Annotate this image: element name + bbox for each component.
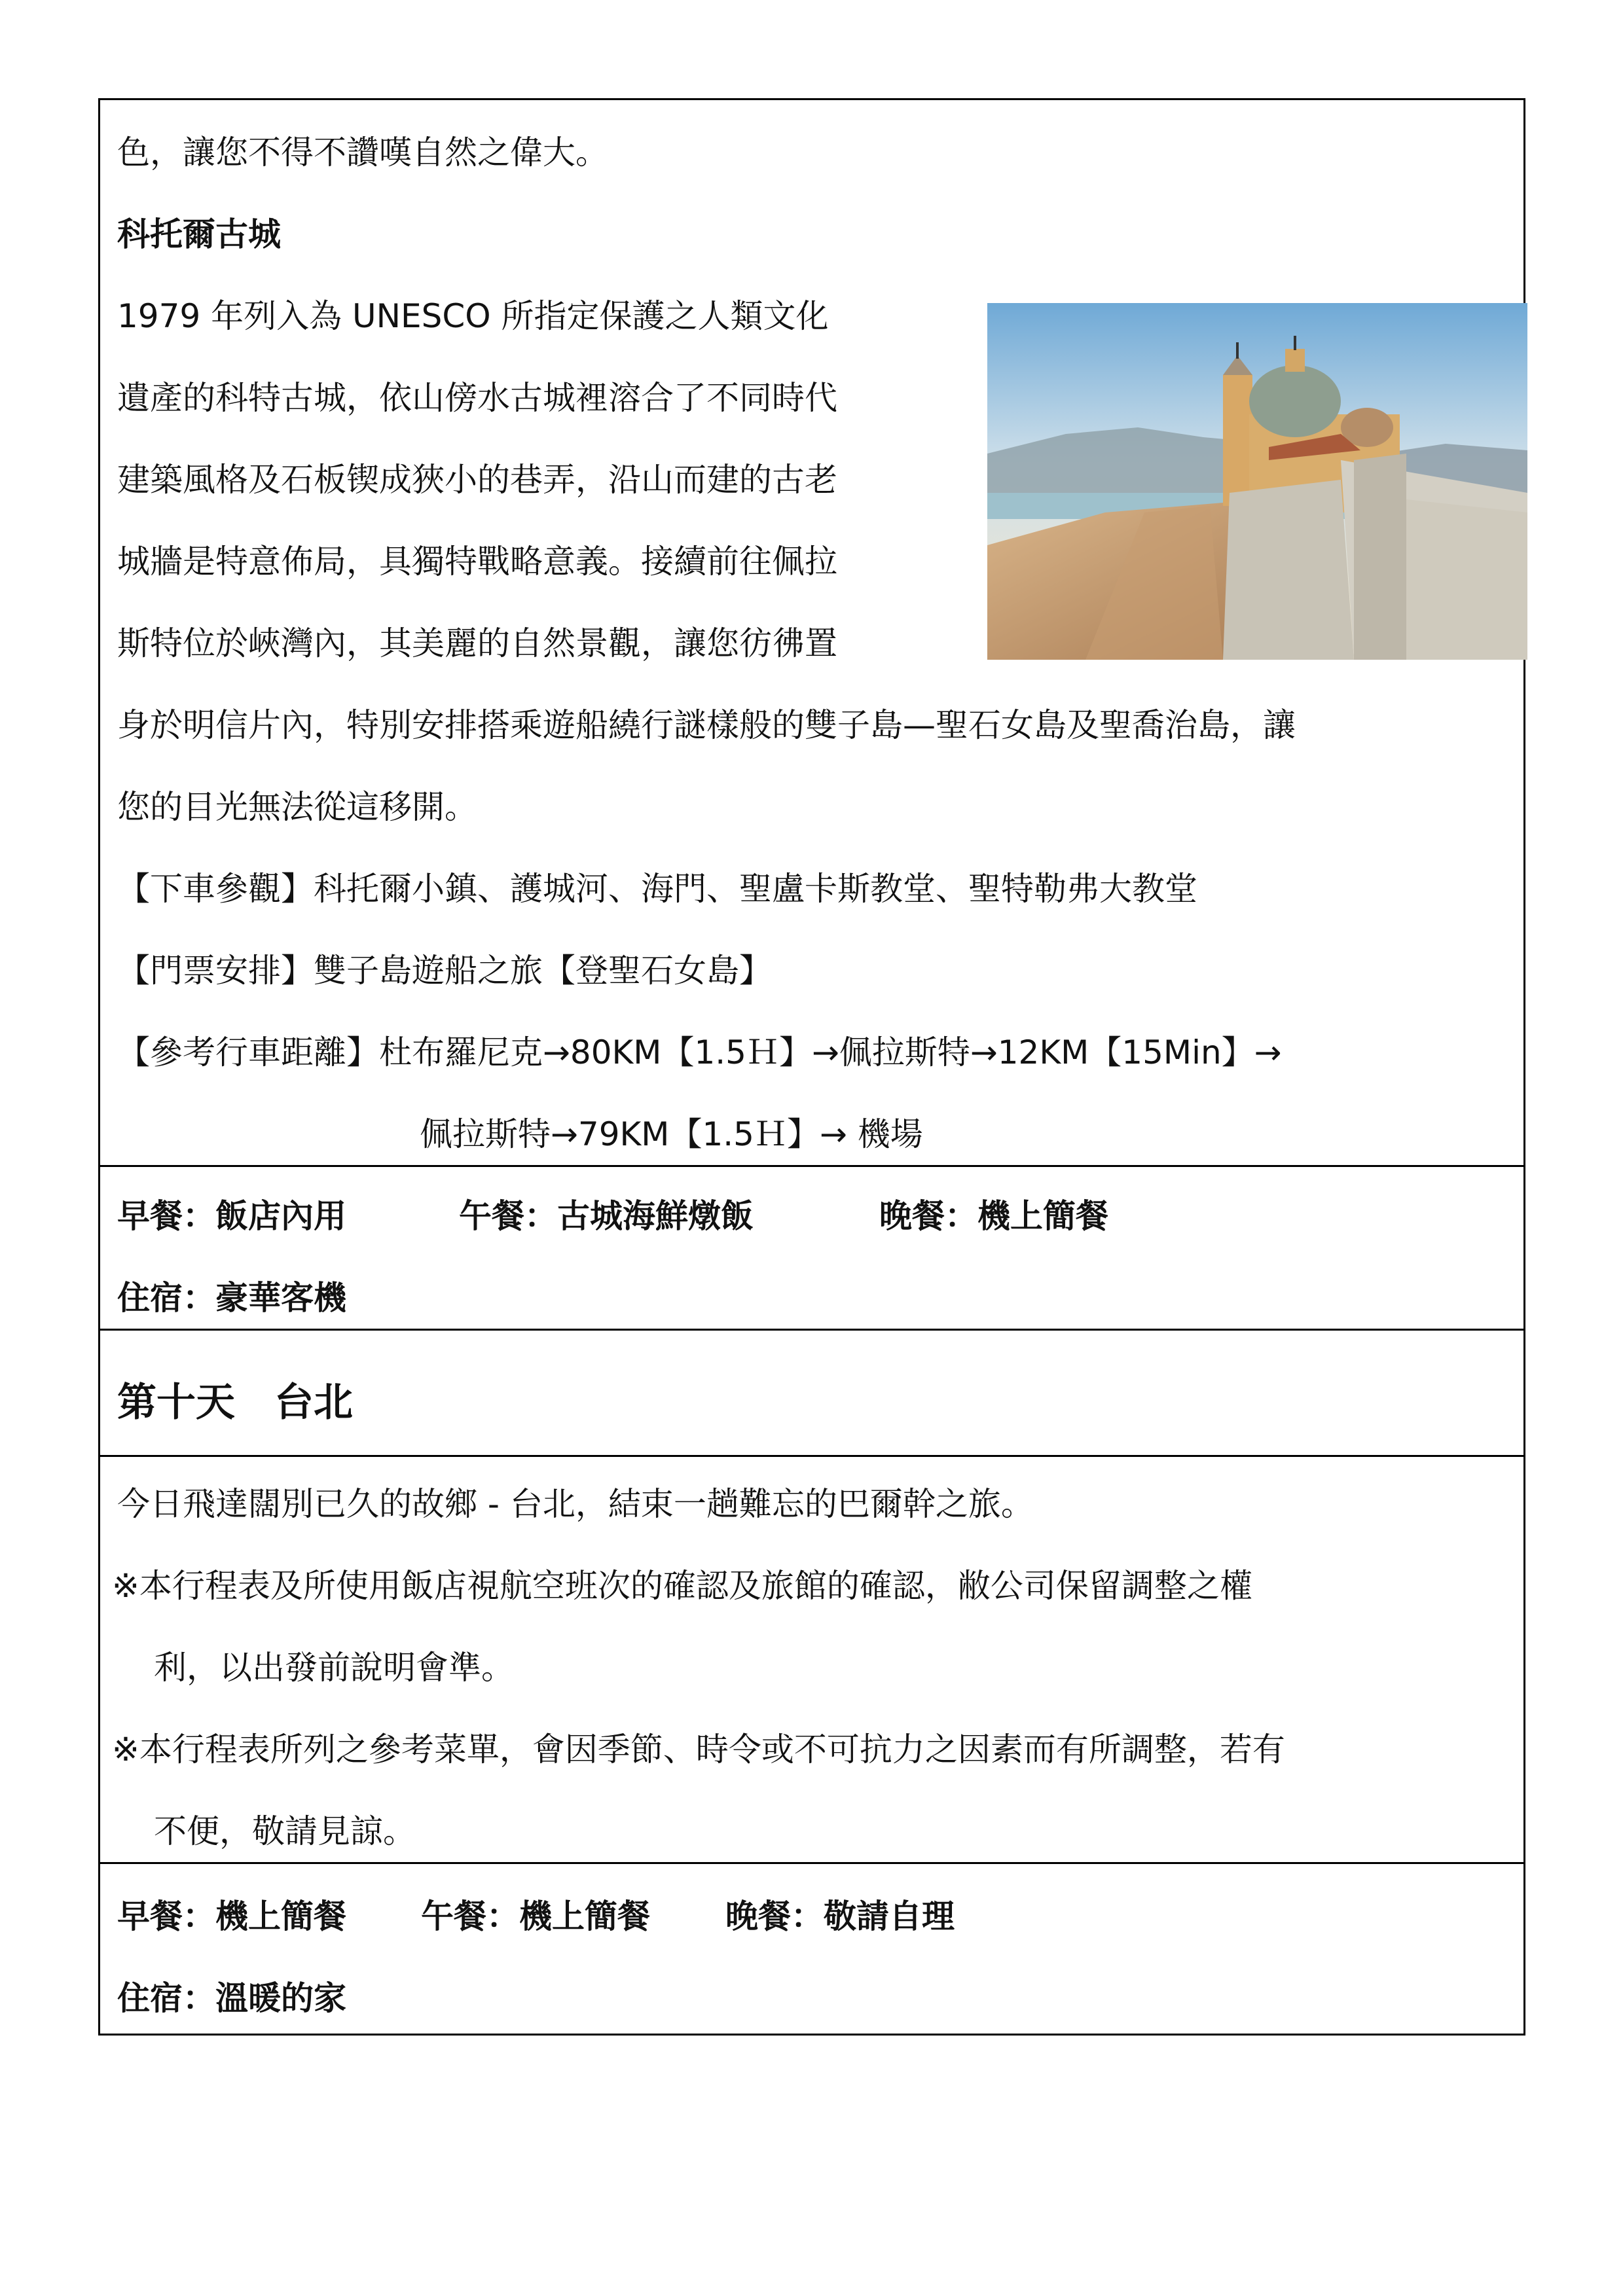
- church-island-photo: [987, 303, 1527, 660]
- day10-breakfast: 早餐：機上簡餐: [117, 1897, 346, 1935]
- day9-lunch: 午餐：古城海鮮燉飯: [459, 1197, 754, 1235]
- divider: [100, 1862, 1523, 1864]
- kotor-text-line: 您的目光無法從這移開。: [117, 788, 477, 826]
- day10-dinner: 晚餐：敬請自理: [725, 1897, 955, 1935]
- itinerary-table: [98, 98, 1525, 2036]
- day10-title: 第十天 台北: [117, 1380, 353, 1426]
- divider: [100, 1329, 1523, 1331]
- day9-dinner: 晚餐：機上簡餐: [879, 1197, 1108, 1235]
- distance-line: 【參考行車距離】杜布羅尼克→80KM【1.5Ｈ】→佩拉斯特→12KM【15Min】→: [117, 1033, 1282, 1071]
- day10-lunch: 午餐：機上簡餐: [421, 1897, 650, 1935]
- distance-line-continued: 佩拉斯特→79KM【1.5Ｈ】→ 機場: [420, 1115, 923, 1153]
- divider: [100, 1455, 1523, 1457]
- kotor-text-line: 城牆是特意佈局，具獨特戰略意義。接續前往佩拉: [117, 543, 837, 581]
- day10-hotel: 住宿：溫暖的家: [117, 1979, 346, 2017]
- day9-breakfast: 早餐：飯店內用: [117, 1197, 346, 1235]
- day10-note-continued: 不便，敬請見諒。: [154, 1812, 416, 1850]
- kotor-text-line: 建築風格及石板锲成狹小的巷弄，沿山而建的古老: [117, 461, 837, 499]
- day10-text-line: 今日飛達闊別已久的故鄉 - 台北，結束一趟難忘的巴爾幹之旅。: [117, 1485, 1034, 1523]
- divider: [100, 1165, 1523, 1167]
- kotor-text-line: 身於明信片內，特別安排搭乘遊船繞行謎樣般的雙子島—聖石女島及聖喬治島，讓: [117, 706, 1296, 744]
- kotor-text-line: 1979 年列入為 UNESCO 所指定保護之人類文化: [117, 297, 829, 335]
- visit-line: 【下車參觀】科托爾小鎮、護城河、海門、聖盧卡斯教堂、聖特勒弗大教堂: [117, 870, 1197, 908]
- kotor-text-line: 遺產的科特古城，依山傍水古城裡溶合了不同時代: [117, 379, 837, 417]
- kotor-heading: 科托爾古城: [117, 215, 281, 253]
- day9-hotel: 住宿：豪華客機: [117, 1279, 346, 1317]
- day10-note: ※本行程表及所使用飯店視航空班次的確認及旅館的確認，敝公司保留調整之權: [112, 1567, 1252, 1605]
- kotor-text-line: 斯特位於峽灣內，其美麗的自然景觀，讓您彷彿置: [117, 624, 837, 662]
- day10-note-continued: 利，以出發前說明會準。: [154, 1649, 514, 1687]
- tickets-line: 【門票安排】雙子島遊船之旅【登聖石女島】: [117, 952, 772, 990]
- day10-note: ※本行程表所列之參考菜單，會因季節、時令或不可抗力之因素而有所調整，若有: [112, 1731, 1285, 1768]
- intro-line: 色，讓您不得不讚嘆自然之偉大。: [117, 134, 608, 171]
